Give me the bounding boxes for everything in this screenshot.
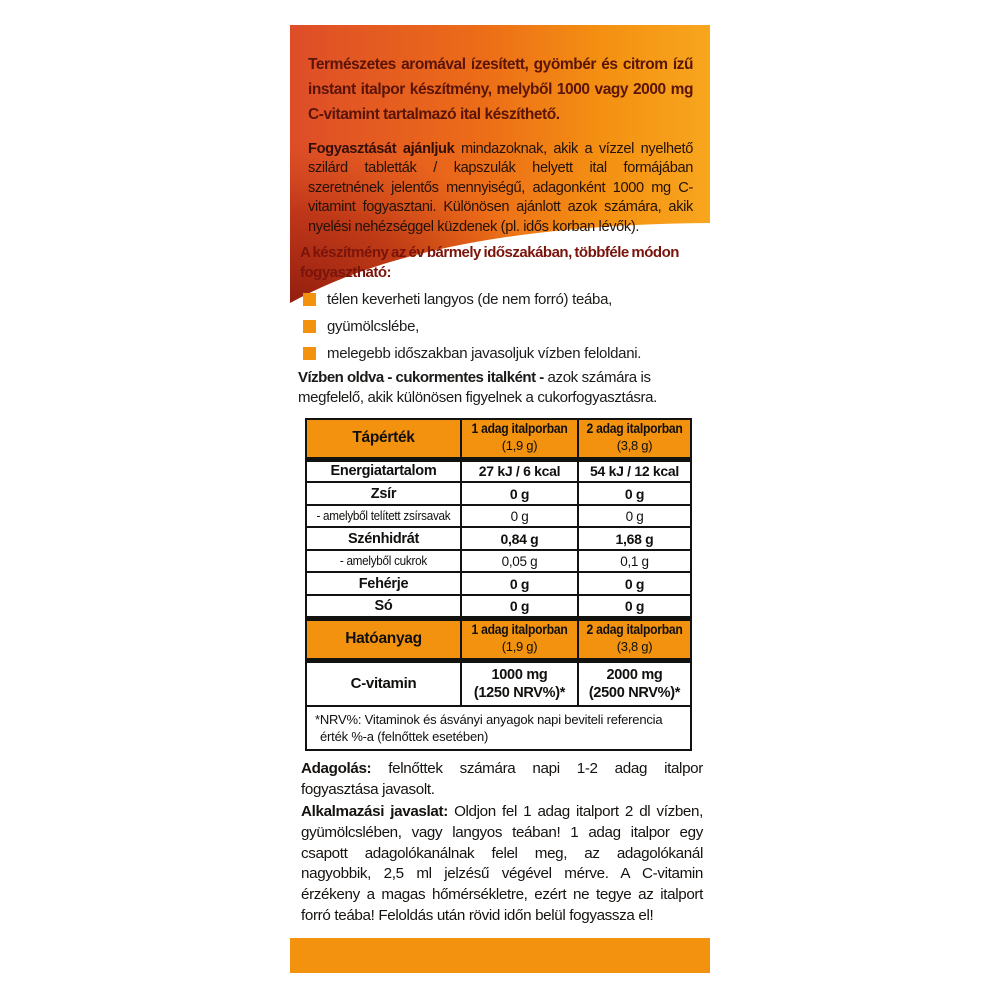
row-label: [306, 505, 461, 527]
row-value-2: 0,1 g: [578, 550, 691, 572]
table-row: [306, 572, 691, 595]
row-label: Só: [306, 595, 461, 618]
row-value-2: 0 g: [578, 595, 691, 618]
header-cell-1-serving: [461, 618, 578, 660]
sugarfree-rest: azok számára is megfelelő, akik különösen figyelnek a cukorfogyasztásra.: [298, 369, 657, 406]
header-line1: 1 adag italporban: [471, 421, 568, 437]
row-value-2: 1,68 g: [578, 527, 691, 550]
header-line2: (1,9 g): [501, 639, 538, 654]
row-value-1: 0 g: [461, 482, 578, 505]
table-row: [306, 550, 691, 572]
footnote-line2: érték %-a (felnőttek esetében): [320, 729, 489, 744]
row-value-1: 0 g: [461, 595, 578, 618]
dosage-paragraph: [301, 759, 703, 800]
row-value-2: 54 kJ / 12 kcal: [578, 459, 691, 482]
bullet-square-icon: [303, 293, 316, 306]
table-row: [306, 595, 691, 618]
row-sublabel: - amelyből telített zsírsavak: [316, 508, 451, 523]
usage-lead: Alkalmazási javaslat:: [301, 803, 448, 820]
value-line1: 2000 mg: [606, 666, 663, 683]
row-value-1: 0 g: [461, 572, 578, 595]
header-line2: (3,8 g): [616, 438, 653, 454]
table-row: [306, 527, 691, 550]
dosage-rest: felnőttek számára napi 1-2 adag italpor fogyasztása javasolt.: [301, 760, 703, 798]
row-value-1: 0,84 g: [461, 527, 578, 550]
table-footnote-row: [306, 706, 691, 750]
row-value-2: [578, 660, 691, 706]
dosage-lead: Adagolás:: [301, 760, 372, 777]
header-line1: 2 adag italporban: [586, 421, 683, 437]
sugarfree-note: [298, 368, 704, 408]
footnote-cell: [306, 706, 691, 750]
table-header-row-active: [306, 618, 691, 660]
value-line1: 1000 mg: [491, 666, 548, 683]
table-row: [306, 482, 691, 505]
row-label: [306, 550, 461, 572]
recommendation-lead: Fogyasztását ajánljuk: [308, 141, 455, 157]
header-cell-2-servings: [578, 618, 691, 660]
intro-text-block: [290, 25, 710, 237]
table-row: [306, 505, 691, 527]
bullet-square-icon: [303, 320, 316, 333]
header-line1: 1 adag italporban: [471, 622, 568, 637]
row-label: C-vitamin: [306, 660, 461, 706]
row-value-2: 0 g: [578, 505, 691, 527]
header-line2: (1,9 g): [501, 438, 538, 454]
row-value-1: [461, 660, 578, 706]
header-cell-2-servings: [578, 419, 691, 459]
consumption-recommendation: [308, 140, 693, 237]
list-item-text: télen keverheti langyos (de nem forró) teába,: [327, 291, 612, 308]
row-sublabel: - amelyből cukrok: [339, 553, 428, 568]
list-item: [303, 291, 705, 309]
bottom-orange-bar: [290, 938, 710, 973]
nutrition-table: [305, 418, 692, 751]
header-cell-hatoanyag: Hatóanyag: [306, 618, 461, 660]
ways-heading: A készítmény az év bármely időszakában, többféle módon fogyasztható:: [300, 244, 679, 281]
value-line2: (1250 NRV%)*: [473, 684, 566, 701]
header-line2: (3,8 g): [616, 639, 653, 654]
product-description: Természetes aromával ízesített, gyömbér és citrom ízű instant italpor készítmény, melyből 1000 vagy 2000 mg C-vitamint tartalmazó ital készíthető.: [308, 56, 693, 123]
value-line2: (2500 NRV%)*: [588, 684, 681, 701]
bullet-square-icon: [303, 347, 316, 360]
list-item-text: gyümölcslébe,: [327, 318, 419, 335]
row-value-1: 0,05 g: [461, 550, 578, 572]
table-row-cvitamin: [306, 660, 691, 706]
row-value-2: 0 g: [578, 482, 691, 505]
usage-paragraph: [301, 802, 703, 927]
recommendation-rest: mindazoknak, akik a vízzel nyelhető szilárd tabletták / kapszulák helyett ital formájában szeretnének jelentős mennyiségű, adagonként 1000 mg C-vitamint fogyasztani. Különösen ajánlott azok számára, akik nyelési nehézséggel küzdenek (pl. idős korban lévők).: [308, 141, 693, 235]
header-cell-1-serving: [461, 419, 578, 459]
header-line1: 2 adag italporban: [586, 622, 683, 637]
row-label: Szénhidrát: [306, 527, 461, 550]
list-item: [303, 345, 705, 363]
usage-rest: Oldjon fel 1 adag italport 2 dl vízben, gyümölcslében, vagy langyos teában! 1 adag italpor egy csapott adagolókanálnak felel meg, az adagolókanál nagyobbik, 2,5 ml jelzésű végével mérve. A C-vitamin érzékeny a magas hőmérsékletre, ezért ne tegye az italport forró teába! Feloldás után rövid időn belül fogyassza el!: [301, 803, 703, 924]
table-header-row: [306, 419, 691, 459]
ways-list: [303, 291, 705, 372]
row-value-2: 0 g: [578, 572, 691, 595]
list-item: [303, 318, 705, 336]
table-row: [306, 459, 691, 482]
list-item-text: melegebb időszakban javasoljuk vízben feloldani.: [327, 345, 642, 362]
row-value-1: 0 g: [461, 505, 578, 527]
row-label: Zsír: [306, 482, 461, 505]
header-cell-taperteik: Tápérték: [306, 419, 461, 459]
sugarfree-lead: Vízben oldva - cukormentes italként -: [298, 369, 544, 386]
footnote-line1: *NRV%: Vitaminok és ásványi anyagok napi beviteli referencia: [315, 712, 663, 727]
row-value-1: 27 kJ / 6 kcal: [461, 459, 578, 482]
row-label: Energiatartalom: [306, 459, 461, 482]
row-label: Fehérje: [306, 572, 461, 595]
